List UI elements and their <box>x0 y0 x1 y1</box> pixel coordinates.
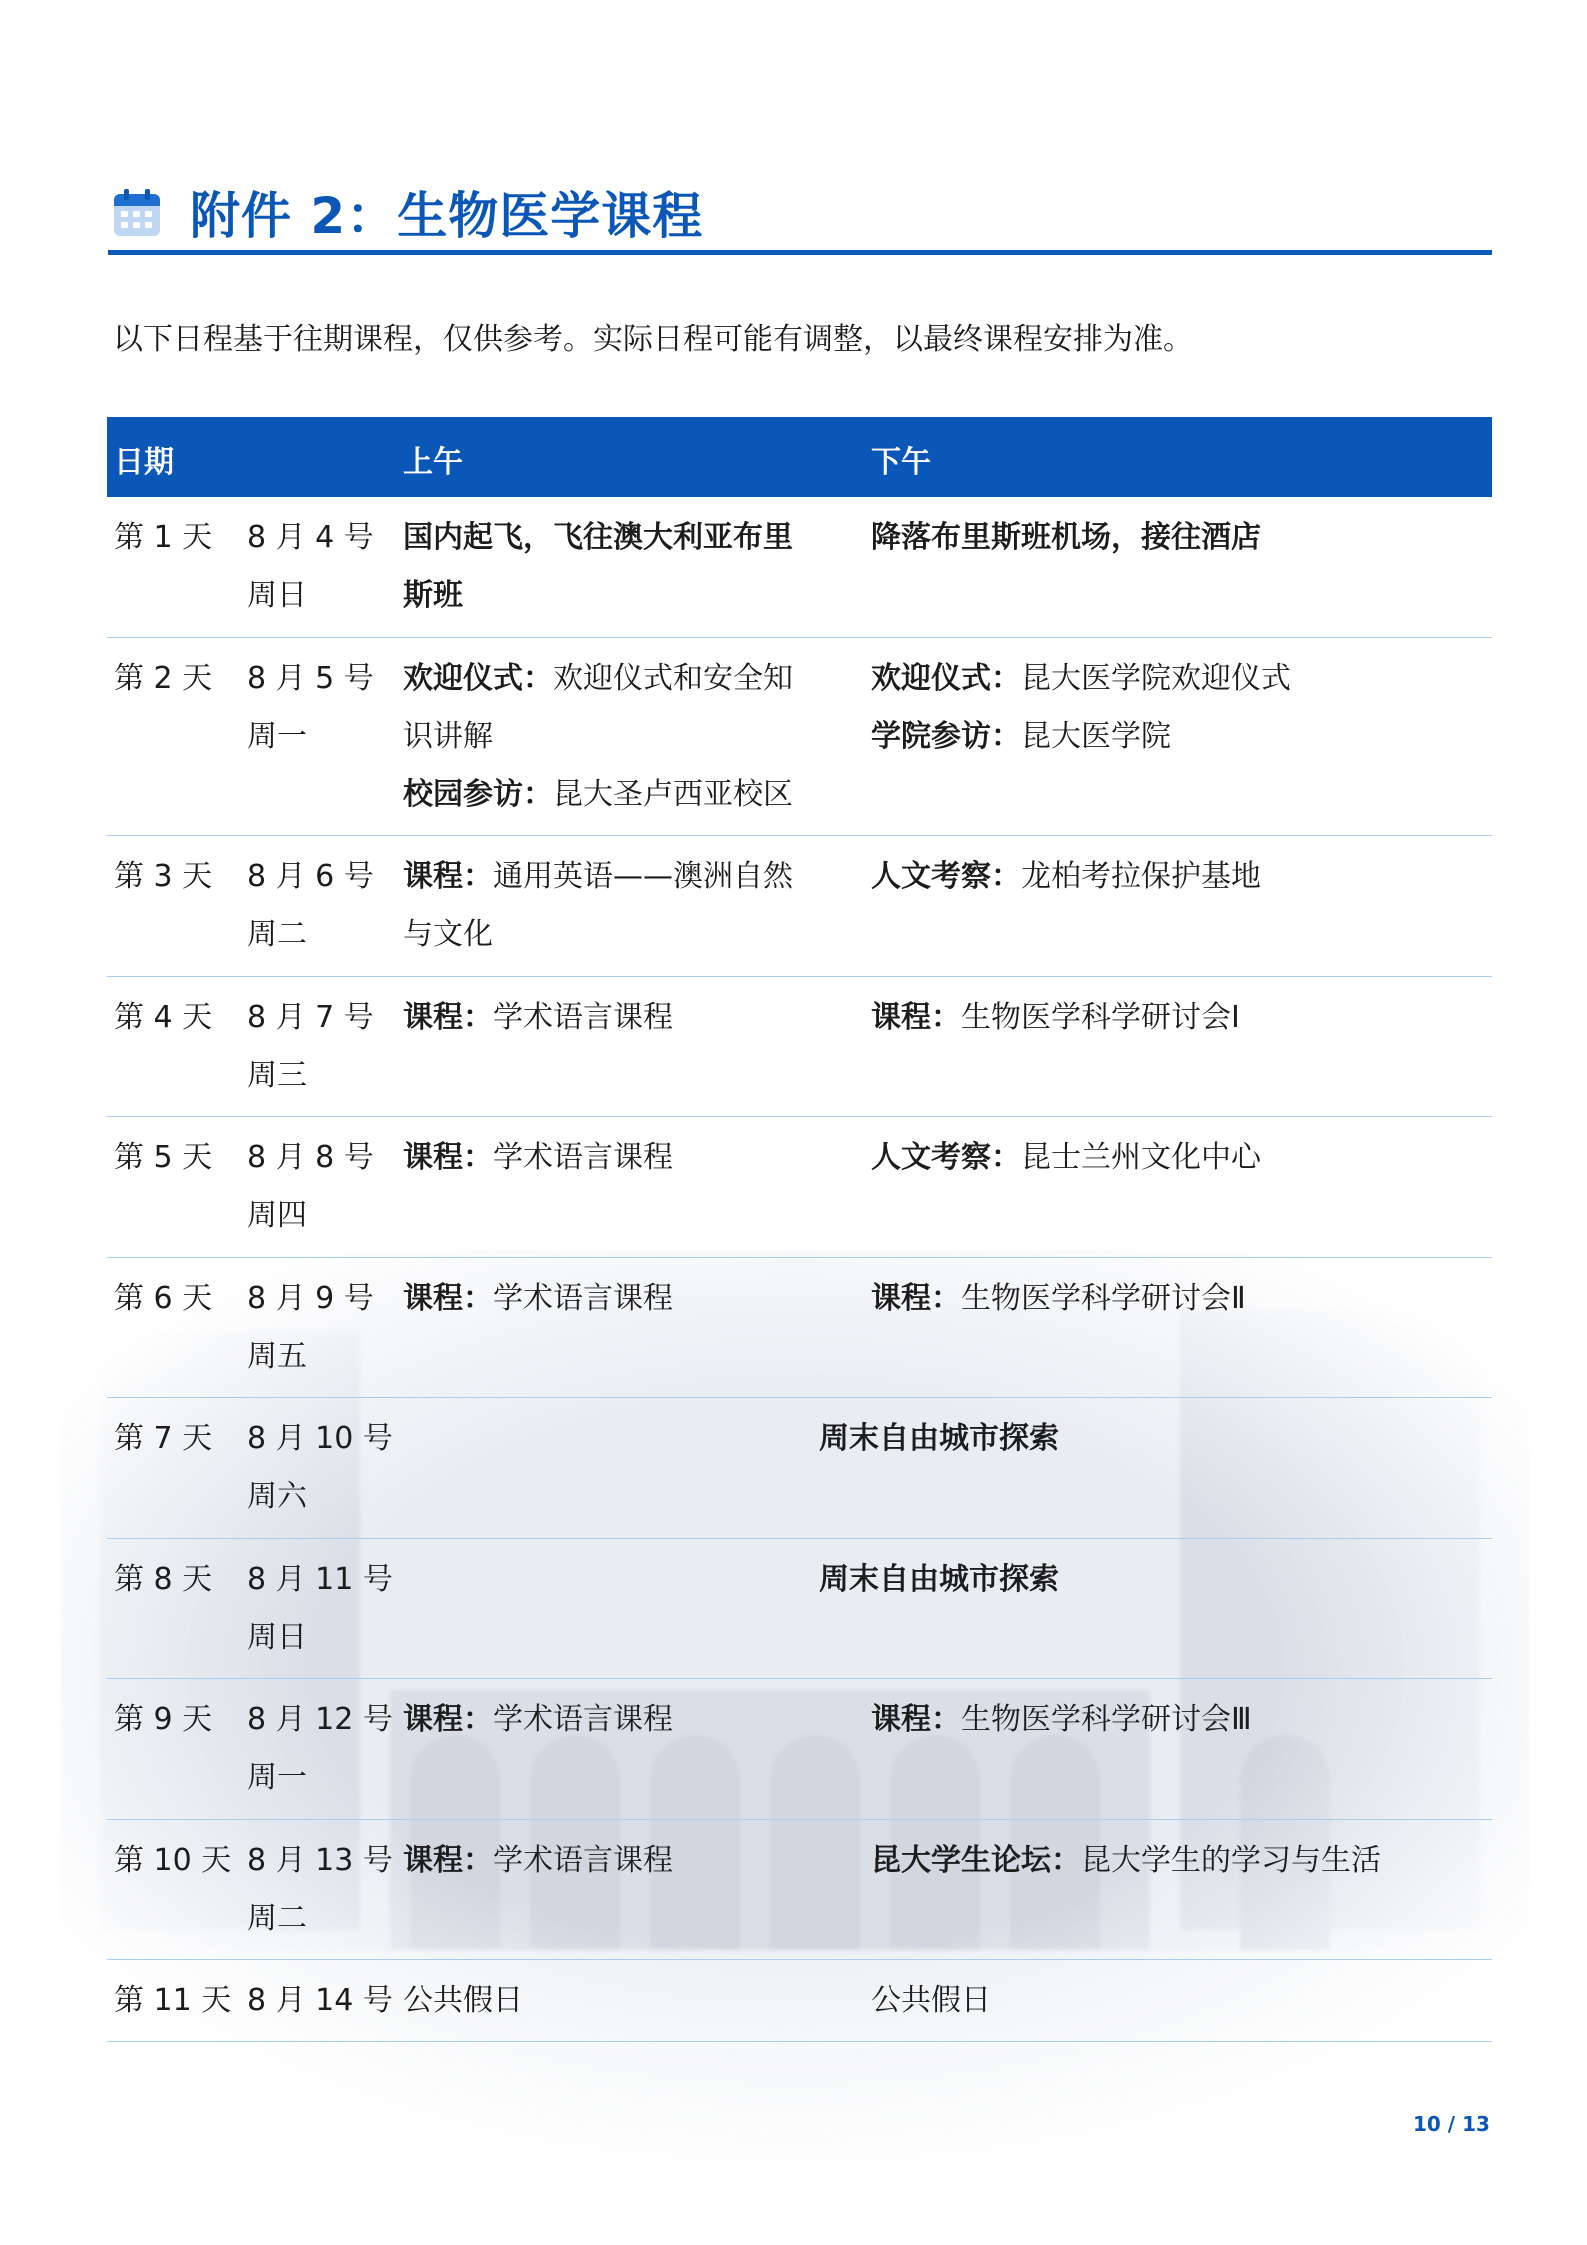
pm-text: 昆士兰州文化中心 <box>1021 1140 1261 1175</box>
pm-cell <box>871 848 1481 906</box>
pm-line <box>871 1129 1481 1187</box>
weekday-label: 周二 <box>247 917 307 952</box>
am-label: 国内起飞，飞往澳大利亚布里 <box>403 520 793 555</box>
day-label: 第 7 天 <box>114 1421 213 1456</box>
am-label: 课程： <box>403 1280 493 1316</box>
day-label: 第 4 天 <box>114 999 213 1035</box>
am-cell <box>403 1832 923 1890</box>
date-label: 8 月 8 号 <box>247 1140 374 1175</box>
schedule-table <box>107 417 1492 2042</box>
table-row <box>107 1820 1492 1961</box>
am-text: 识讲解 <box>403 718 493 754</box>
pm-cell <box>871 1129 1481 1187</box>
calendar-icon <box>112 188 162 238</box>
am-text: 欢迎仪式和安全知 <box>553 660 793 696</box>
table-row <box>107 1258 1492 1399</box>
pm-text: 公共假日 <box>871 1983 991 2018</box>
date-cell <box>247 1410 397 1526</box>
am-cell <box>403 1972 923 2030</box>
am-text: 昆大圣卢西亚校区 <box>553 776 793 812</box>
table-row <box>107 1679 1492 1820</box>
title-divider <box>108 250 1492 255</box>
table-row <box>107 836 1492 977</box>
weekday-label: 周日 <box>247 578 307 613</box>
weekday-label: 周四 <box>247 1198 307 1233</box>
date-cell <box>247 509 397 625</box>
am-cell <box>403 650 923 824</box>
pm-cell <box>871 1832 1481 1890</box>
date-label: 8 月 5 号 <box>247 660 374 696</box>
date-cell <box>247 1551 397 1667</box>
date-cell <box>247 1832 397 1948</box>
table-row <box>107 1539 1492 1680</box>
pm-line <box>871 1972 1481 2030</box>
am-label: 斯班 <box>403 578 463 613</box>
date-label: 8 月 12 号 <box>247 1702 393 1737</box>
day-cell <box>114 1410 244 1468</box>
pm-text: 龙柏考拉保护基地 <box>1021 859 1261 894</box>
date-cell <box>247 1691 397 1807</box>
pm-line <box>871 1270 1481 1328</box>
weekday-label: 周三 <box>247 1057 307 1093</box>
am-line <box>403 848 923 906</box>
pm-text: 昆大医学院欢迎仪式 <box>1021 660 1291 696</box>
am-cell <box>403 1270 923 1328</box>
day-cell <box>114 1691 244 1749</box>
pm-cell <box>871 1270 1481 1328</box>
am-label: 课程： <box>403 1702 493 1737</box>
date-cell <box>247 1129 397 1245</box>
am-line <box>403 708 923 766</box>
pm-label: 欢迎仪式： <box>871 660 1021 696</box>
day-label: 第 10 天 <box>114 1842 232 1878</box>
table-row <box>107 1960 1492 2042</box>
am-cell <box>403 989 923 1047</box>
header-pm: 下午 <box>871 445 931 480</box>
pm-label: 昆大学生论坛： <box>871 1842 1081 1878</box>
pm-line <box>871 708 1481 766</box>
pm-label: 人文考察： <box>871 859 1021 894</box>
date-label: 8 月 14 号 <box>247 1983 393 2018</box>
date-label: 8 月 10 号 <box>247 1421 393 1456</box>
am-cell <box>403 848 923 964</box>
weekday-label: 周日 <box>247 1619 307 1655</box>
am-text: 学术语言课程 <box>493 999 673 1035</box>
pm-cell <box>871 509 1481 567</box>
pm-text: 生物医学科学研讨会Ⅰ <box>961 999 1240 1035</box>
table-body <box>107 497 1492 2042</box>
pm-cell <box>871 1972 1481 2030</box>
date-cell <box>247 650 397 766</box>
am-line <box>403 1691 923 1749</box>
day-label: 第 9 天 <box>114 1702 213 1737</box>
day-cell <box>114 1972 244 2030</box>
am-line <box>403 989 923 1047</box>
pm-cell <box>871 650 1481 766</box>
day-cell <box>114 989 244 1047</box>
pm-text: 生物医学科学研讨会Ⅲ <box>961 1702 1252 1737</box>
am-line <box>403 766 923 824</box>
am-line <box>403 650 923 708</box>
full-day-activity: 周末自由城市探索 <box>819 1421 1059 1456</box>
pm-cell <box>871 989 1481 1047</box>
page-title: 附件 2：生物医学课程 <box>190 187 704 245</box>
date-label: 8 月 6 号 <box>247 859 374 894</box>
date-label: 8 月 4 号 <box>247 520 374 555</box>
day-label: 第 1 天 <box>114 520 213 555</box>
am-cell <box>403 1691 923 1749</box>
day-cell <box>114 848 244 906</box>
date-label: 8 月 13 号 <box>247 1842 393 1878</box>
am-label: 欢迎仪式： <box>403 660 553 696</box>
am-label: 课程： <box>403 859 493 894</box>
date-cell <box>247 848 397 964</box>
am-line <box>403 509 923 567</box>
am-cell <box>403 509 923 625</box>
pm-text: 昆大医学院 <box>1021 718 1171 754</box>
weekday-label: 周二 <box>247 1900 307 1936</box>
day-label: 第 6 天 <box>114 1280 213 1316</box>
section-header <box>108 170 1488 270</box>
am-line <box>403 1129 923 1187</box>
pm-line <box>871 848 1481 906</box>
am-label: 课程： <box>403 999 493 1035</box>
pm-text: 生物医学科学研讨会Ⅱ <box>961 1280 1246 1316</box>
header-date: 日期 <box>114 445 174 480</box>
full-day-activity: 周末自由城市探索 <box>819 1561 1059 1597</box>
pm-label: 人文考察： <box>871 1140 1021 1175</box>
am-line <box>403 906 923 964</box>
date-label: 8 月 9 号 <box>247 1280 374 1316</box>
table-row <box>107 497 1492 638</box>
pm-line <box>871 989 1481 1047</box>
pm-label: 课程： <box>871 1280 961 1316</box>
page-number: 10 / 13 <box>1413 2112 1490 2136</box>
pm-line <box>871 509 1481 567</box>
table-header <box>107 417 1492 497</box>
am-line <box>403 1270 923 1328</box>
day-cell <box>114 509 244 567</box>
pm-label: 学院参访： <box>871 718 1021 754</box>
pm-label: 课程： <box>871 999 961 1035</box>
am-text: 学术语言课程 <box>493 1842 673 1878</box>
date-cell <box>247 989 397 1105</box>
am-text: 与文化 <box>403 917 493 952</box>
date-cell <box>247 1270 397 1386</box>
pm-label: 课程： <box>871 1702 961 1737</box>
weekday-label: 周六 <box>247 1479 307 1514</box>
day-label: 第 3 天 <box>114 859 213 894</box>
day-cell <box>114 650 244 708</box>
table-row <box>107 977 1492 1118</box>
day-label: 第 11 天 <box>114 1983 232 2018</box>
day-label: 第 8 天 <box>114 1561 213 1597</box>
intro-text: 以下日程基于往期课程，仅供参考。实际日程可能有调整，以最终课程安排为准。 <box>113 322 1193 357</box>
pm-text: 昆大学生的学习与生活 <box>1081 1842 1381 1878</box>
date-label: 8 月 11 号 <box>247 1561 393 1597</box>
am-text: 通用英语——澳洲自然 <box>493 859 793 894</box>
weekday-label: 周一 <box>247 718 307 754</box>
pm-line <box>871 1832 1481 1890</box>
am-text: 学术语言课程 <box>493 1280 673 1316</box>
header-am: 上午 <box>403 445 463 480</box>
am-label: 校园参访： <box>403 776 553 812</box>
table-row <box>107 1117 1492 1258</box>
pm-line <box>871 1691 1481 1749</box>
day-cell <box>114 1129 244 1187</box>
am-line <box>403 1832 923 1890</box>
day-cell <box>114 1270 244 1328</box>
am-text: 公共假日 <box>403 1983 523 2018</box>
table-row <box>107 1398 1492 1539</box>
am-cell <box>403 1129 923 1187</box>
pm-cell <box>871 1691 1481 1749</box>
date-cell <box>247 1972 397 2030</box>
am-label: 课程： <box>403 1842 493 1878</box>
day-cell <box>114 1551 244 1609</box>
weekday-label: 周一 <box>247 1760 307 1795</box>
table-row <box>107 638 1492 837</box>
pm-line <box>871 650 1481 708</box>
am-label: 课程： <box>403 1140 493 1175</box>
am-line <box>403 567 923 625</box>
am-line <box>403 1972 923 2030</box>
weekday-label: 周五 <box>247 1338 307 1374</box>
am-text: 学术语言课程 <box>493 1702 673 1737</box>
date-label: 8 月 7 号 <box>247 999 374 1035</box>
pm-label: 降落布里斯班机场，接往酒店 <box>871 520 1261 555</box>
am-text: 学术语言课程 <box>493 1140 673 1175</box>
day-label: 第 5 天 <box>114 1140 213 1175</box>
day-label: 第 2 天 <box>114 660 213 696</box>
day-cell <box>114 1832 244 1890</box>
